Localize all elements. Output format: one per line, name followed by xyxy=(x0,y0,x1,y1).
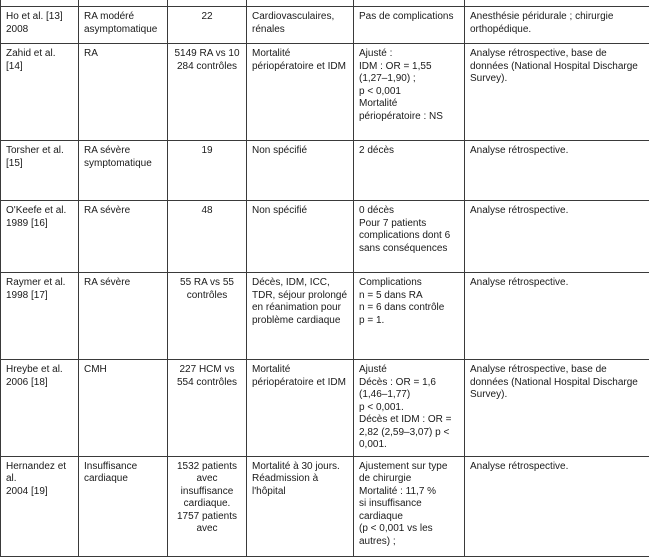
table-row xyxy=(1,44,649,141)
results-cell: Complications n = 5 dans RA n = 6 dans contrôle p = 1. xyxy=(354,273,465,360)
population-cell: RA xyxy=(79,44,168,141)
count-cell: 5149 RA vs 10 284 contrôles xyxy=(168,44,247,141)
population-cell: RA sévère xyxy=(79,273,168,360)
events-cell: Cardiovasculaires, rénales xyxy=(247,7,354,44)
table-row xyxy=(1,456,649,556)
results-cell: Ajustement sur type de chirurgie Mortalité : 11,7 % si insuffisance cardiaque (p < 0,001 vs les autres) ; xyxy=(354,456,465,556)
study-cell: Zahid et al. [14] xyxy=(1,44,79,141)
table-row xyxy=(1,360,649,457)
population-cell: RA modéré asymptomatique xyxy=(79,7,168,44)
count-cell: 19 xyxy=(168,141,247,201)
count-cell: 48 xyxy=(168,201,247,273)
comments-cell: Analyse rétrospective. xyxy=(465,456,649,556)
count-cell: 1532 patients avec insuffisance cardiaque. 1757 patients avec xyxy=(168,456,247,556)
table-row xyxy=(1,141,649,201)
table-row xyxy=(1,273,649,360)
study-cell: O'Keefe et al. 1989 [16] xyxy=(1,201,79,273)
events-cell: Mortalité périopératoire et IDM xyxy=(247,44,354,141)
study-cell: Hernandez et al. 2004 [19] xyxy=(1,456,79,556)
comments-cell: Analyse rétrospective. xyxy=(465,273,649,360)
results-cell: Pas de complications xyxy=(354,7,465,44)
population-cell: Insuffisance cardiaque xyxy=(79,456,168,556)
population-cell: RA sévère xyxy=(79,201,168,273)
study-cell: Raymer et al. 1998 [17] xyxy=(1,273,79,360)
events-cell: Mortalité à 30 jours. Réadmission à l'hôpital xyxy=(247,456,354,556)
study-cell: Torsher et al. [15] xyxy=(1,141,79,201)
population-cell: RA sévère symptomatique xyxy=(79,141,168,201)
results-cell: 0 décès Pour 7 patients complications dont 6 sans conséquences xyxy=(354,201,465,273)
events-cell: Mortalité périopératoire et IDM xyxy=(247,360,354,457)
count-cell: 22 xyxy=(168,7,247,44)
comments-cell: Anesthésie péridurale ; chirurgie orthopédique. xyxy=(465,7,649,44)
events-cell: Non spécifié xyxy=(247,141,354,201)
comments-cell: Analyse rétrospective. xyxy=(465,141,649,201)
comments-cell: Analyse rétrospective. xyxy=(465,201,649,273)
results-cell: 2 décès xyxy=(354,141,465,201)
results-cell: Ajusté Décès : OR = 1,6 (1,46–1,77) p < 0,001. Décès et IDM : OR = 2,82 (2,59–3,07) p < 0,001. xyxy=(354,360,465,457)
table-row xyxy=(1,7,649,44)
study-cell: Ho et al. [13] 2008 xyxy=(1,7,79,44)
study-cell: Hreybe et al. 2006 [18] xyxy=(1,360,79,457)
results-cell: Ajusté : IDM : OR = 1,55 (1,27–1,90) ; p < 0,001 Mortalité périopératoire : NS xyxy=(354,44,465,141)
comments-cell: Analyse rétrospective, base de données (National Hospital Discharge Survey). xyxy=(465,360,649,457)
count-cell: 227 HCM vs 554 contrôles xyxy=(168,360,247,457)
comments-cell: Analyse rétrospective, base de données (National Hospital Discharge Survey). xyxy=(465,44,649,141)
count-cell: 55 RA vs 55 contrôles xyxy=(168,273,247,360)
events-cell: Décès, IDM, ICC, TDR, séjour prolongé en réanimation pour problème cardiaque xyxy=(247,273,354,360)
population-cell: CMH xyxy=(79,360,168,457)
table-row xyxy=(1,201,649,273)
events-cell: Non spécifié xyxy=(247,201,354,273)
